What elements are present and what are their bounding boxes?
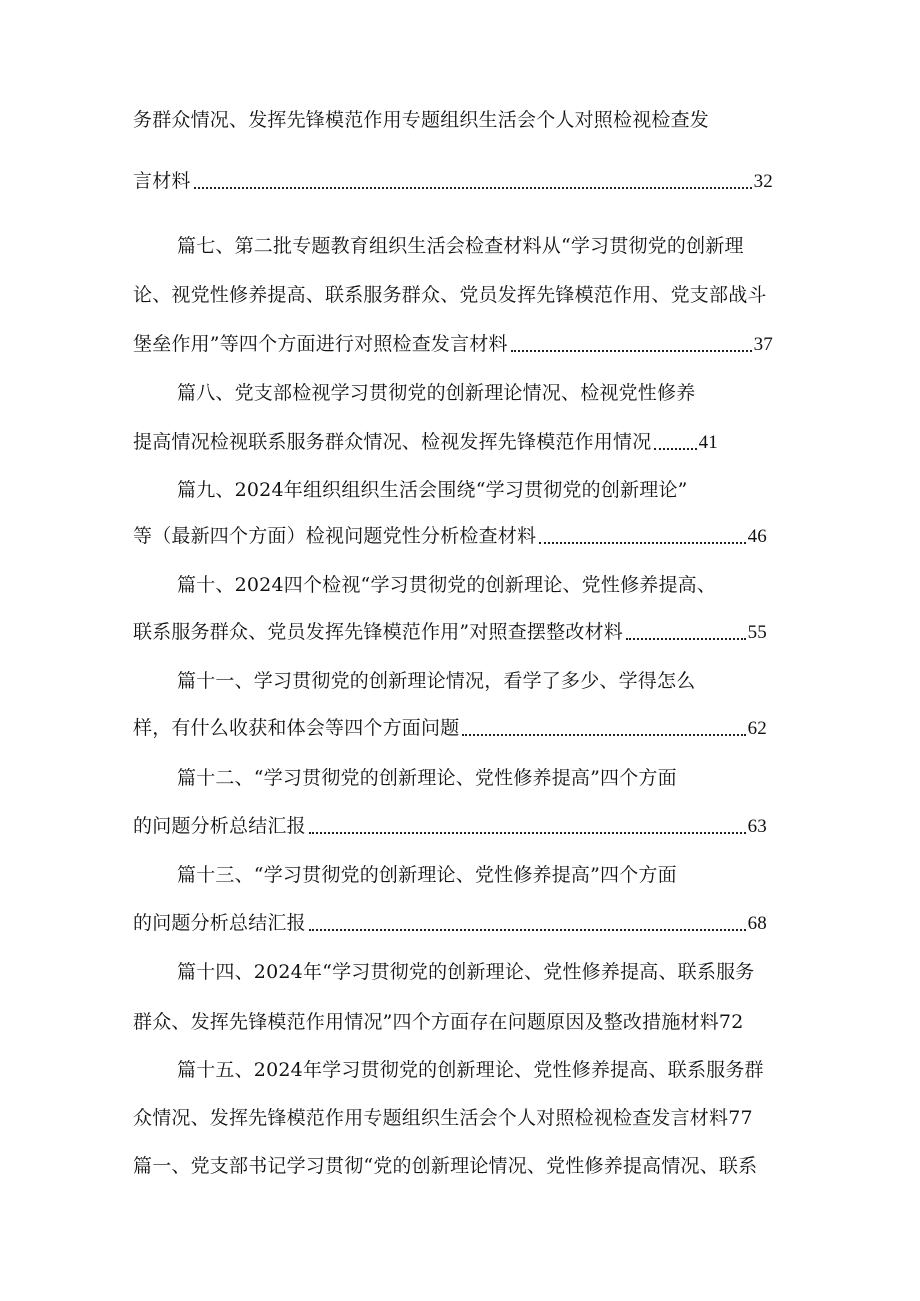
toc-entry-2-line-1: 篇七、第二批专题教育组织生活会检查材料从“学习贯彻党的创新理 <box>177 235 744 257</box>
toc-entry-1-line-1: 务群众情况、发挥先锋模范作用专题组织生活会个人对照检视检查发 <box>133 109 710 131</box>
dot-leader <box>309 929 746 931</box>
toc-entry-11-line-1: 篇一、党支部书记学习贯彻“党的创新理论情况、党性修养提高情况、联系 <box>133 1155 758 1177</box>
toc-entry-8-text: 的问题分析总结汇报 <box>133 912 306 934</box>
toc-entry-1-page: 32 <box>753 171 773 192</box>
toc-entry-2-line-2: 论、视党性修养提高、联系服务群众、党员发挥先锋模范作用、党支部战斗 <box>133 284 767 306</box>
dot-leader <box>626 638 746 640</box>
dot-leader <box>194 187 752 189</box>
toc-entry-8-line-1: 篇十三、“学习贯彻党的创新理论、党性修养提高”四个方面 <box>177 864 677 886</box>
toc-entry-5-page: 55 <box>747 622 767 643</box>
toc-entry-6-line-1: 篇十一、学习贯彻党的创新理论情况，看学了多少、学得怎么 <box>177 670 696 692</box>
toc-entry-7-page: 63 <box>747 816 767 837</box>
toc-entry-5-line-1: 篇十、2024四个检视“学习贯彻党的创新理论、党性修养提高、 <box>177 574 717 596</box>
dot-leader <box>309 832 746 834</box>
toc-entry-5-text: 联系服务群众、党员发挥先锋模范作用”对照查摆整改材料 <box>133 621 623 643</box>
toc-entry-8-page: 68 <box>747 913 767 934</box>
toc-entry-6-text: 样，有什么收获和体会等四个方面问题 <box>133 717 460 739</box>
toc-entry-10-line-1: 篇十五、2024年学习贯彻党的创新理论、党性修养提高、联系服务群 <box>177 1059 764 1081</box>
toc-entry-3-text: 提高情况检视联系服务群众情况、检视发挥先锋模范作用情况 <box>133 431 652 453</box>
toc-entry-3-last-line[interactable] <box>133 430 718 455</box>
dot-leader <box>462 734 745 736</box>
toc-entry-6-last-line[interactable] <box>133 716 767 741</box>
toc-entry-6-page: 62 <box>747 718 767 739</box>
toc-entry-2-last-line[interactable] <box>133 332 773 357</box>
toc-entry-7-line-1: 篇十二、“学习贯彻党的创新理论、党性修养提高”四个方面 <box>177 767 677 789</box>
toc-entry-2-text: 堡垒作用”等四个方面进行对照检查发言材料 <box>133 333 508 355</box>
toc-entry-9-line-2[interactable]: 群众、发挥先锋模范作用情况”四个方面存在问题原因及整改措施材料72 <box>133 1011 744 1033</box>
toc-entry-4-line-1: 篇九、2024年组织组织生活会围绕“学习贯彻党的创新理论” <box>177 479 688 501</box>
toc-entry-4-page: 46 <box>747 526 767 547</box>
toc-entry-2-page: 37 <box>753 334 773 355</box>
dot-leader <box>511 350 752 352</box>
dot-leader <box>654 448 696 450</box>
toc-entry-10-line-2[interactable]: 众情况、发挥先锋模范作用专题组织生活会个人对照检视检查发言材料77 <box>133 1107 753 1129</box>
toc-entry-4-last-line[interactable] <box>133 524 767 549</box>
toc-entry-3-line-1: 篇八、党支部检视学习贯彻党的创新理论情况、检视党性修养 <box>177 382 696 404</box>
toc-entry-5-last-line[interactable] <box>133 620 767 645</box>
toc-entry-7-text: 的问题分析总结汇报 <box>133 815 306 837</box>
toc-entry-9-line-1: 篇十四、2024年“学习贯彻党的创新理论、党性修养提高、联系服务 <box>177 961 755 983</box>
toc-entry-8-last-line[interactable] <box>133 911 767 936</box>
dot-leader <box>539 542 745 544</box>
toc-entry-7-last-line[interactable] <box>133 814 767 839</box>
toc-entry-1-last-line[interactable] <box>133 169 773 194</box>
toc-entry-4-text: 等（最新四个方面）检视问题党性分析检查材料 <box>133 525 537 547</box>
toc-entry-1-text: 言材料 <box>133 170 191 192</box>
toc-entry-3-page: 41 <box>698 432 718 453</box>
